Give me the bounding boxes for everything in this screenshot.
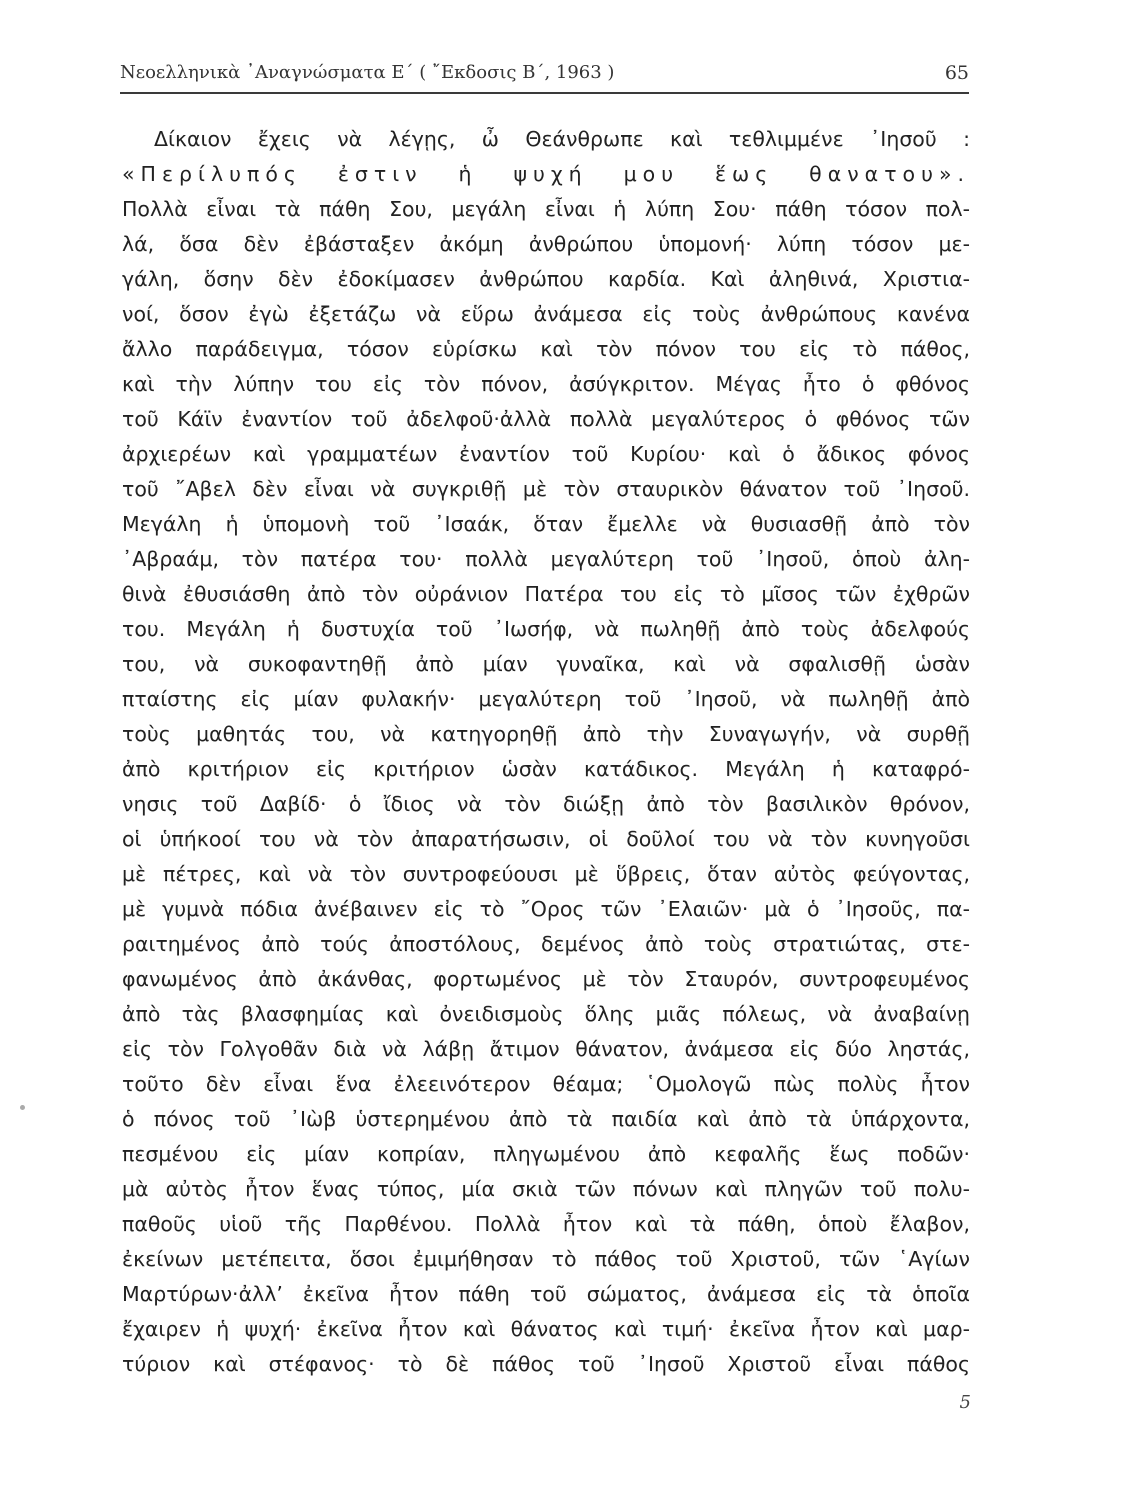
page-number: 65 [944, 62, 969, 84]
text-line: οἱ ὑπήκοοί του νὰ τὸν ἀπαρατήσωσιν, οἱ δοῦλοί του νὰ τὸν κυνηγοῦσι [122, 827, 970, 851]
text-line: μὲ γυμνὰ πόδια ἀνέβαινεν εἰς τὸ ῎Ορος τῶν ᾿Ελαιῶν· μὰ ὁ ᾿Ιησοῦς, πα- [122, 897, 970, 921]
text-line: καὶ τὴν λύπην του εἰς τὸν πόνον, ἀσύγκριτον. Μέγας ἦτο ὁ φθόνος [122, 372, 970, 396]
text-line: γάλη, ὅσην δὲν ἐδοκίμασεν ἀνθρώπου καρδία. Καὶ ἀληθινά, Χριστια- [122, 267, 970, 291]
text-line: τύριον καὶ στέφανος· τὸ δὲ πάθος τοῦ ᾿Ιησοῦ Χριστοῦ εἶναι πάθος [122, 1352, 970, 1376]
text-line: τοῦ Κάϊν ἐναντίον τοῦ ἀδελφοῦ·ἀλλὰ πολλὰ μεγαλύτερος ὁ φθόνος τῶν [122, 407, 970, 431]
text-line: ἀπὸ τὰς βλασφημίας καὶ ὀνειδισμοὺς ὅλης μιᾶς πόλεως, νὰ ἀναβαίνῃ [122, 1002, 970, 1026]
text-line: πεσμένου εἰς μίαν κοπρίαν, πληγωμένου ἀπὸ κεφαλῆς ἕως ποδῶν· [122, 1142, 970, 1166]
running-head-title: Νεοελληνικὰ ᾿Αναγνώσματα Ε΄ ( ῎Εκδοσις Β΄, 1963 ) [120, 62, 615, 83]
text-line: ραιτημένος ἀπὸ τούς ἀποστόλους, δεμένος ἀπὸ τοὺς στρατιώτας, στε- [122, 932, 970, 956]
text-line: μὲ πέτρες, καὶ νὰ τὸν συντροφεύουσι μὲ ὕβρεις, ὅταν αὐτὸς φεύγοντας, [122, 862, 970, 886]
text-line: παθοῦς υἱοῦ τῆς Παρθένου. Πολλὰ ἦτον καὶ τὰ πάθη, ὁποὺ ἔλαβον, [122, 1212, 970, 1236]
text-line: Μεγάλη ἡ ὑπομονὴ τοῦ ᾿Ισαάκ, ὅταν ἔμελλε νὰ θυσιασθῇ ἀπὸ τὸν [122, 512, 970, 536]
text-line: πταίστης εἰς μίαν φυλακήν· μεγαλύτερη τοῦ ᾿Ιησοῦ, νὰ πωληθῇ ἀπὸ [122, 687, 970, 711]
text-line: ὁ πόνος τοῦ ᾿Ιὼβ ὑστερημένου ἀπὸ τὰ παιδία καὶ ἀπὸ τὰ ὑπάρχοντα, [122, 1107, 970, 1131]
text-line: φανωμένος ἀπὸ ἀκάνθας, φορτωμένος μὲ τὸν Σταυρόν, συντροφευμένος [122, 967, 970, 991]
text-line: Πολλὰ εἶναι τὰ πάθη Σου, μεγάλη εἶναι ἡ λύπη Σου· πάθη τόσον πολ- [122, 197, 970, 221]
text-line: ᾿Αβραάμ, τὸν πατέρα του· πολλὰ μεγαλύτερη τοῦ ᾿Ιησοῦ, ὁποὺ ἀλη- [122, 547, 970, 571]
body-text [122, 122, 970, 1382]
text-line: του, νὰ συκοφαντηθῇ ἀπὸ μίαν γυναῖκα, καὶ νὰ σφαλισθῇ ὡσὰν [122, 652, 970, 676]
text-line: τοὺς μαθητάς του, νὰ κατηγορηθῇ ἀπὸ τὴν Συναγωγήν, νὰ συρθῇ [122, 722, 970, 746]
text-line: ἀρχιερέων καὶ γραμματέων ἐναντίον τοῦ Κυρίου· καὶ ὁ ἄδικος φόνος [122, 442, 970, 466]
text-line: Δίκαιον ἔχεις νὰ λέγῃς, ὦ Θεάνθρωπε καὶ τεθλιμμένε ᾿Ιησοῦ : [154, 127, 970, 151]
text-line: εἰς τὸν Γολγοθᾶν διὰ νὰ λάβῃ ἄτιμον θάνατον, ἀνάμεσα εἰς δύο ληστάς, [122, 1037, 970, 1061]
text-line: νοί, ὅσον ἐγὼ ἐξετάζω νὰ εὕρω ἀνάμεσα εἰς τοὺς ἀνθρώπους κανένα [122, 302, 970, 326]
stray-mark [20, 1105, 25, 1110]
running-head [120, 58, 969, 94]
text-line: ἄλλο παράδειγμα, τόσον εὑρίσκω καὶ τὸν πόνον του εἰς τὸ πάθος, [122, 337, 970, 361]
text-line: ἐκείνων μετέπειτα, ὅσοι ἐμιμήθησαν τὸ πάθος τοῦ Χριστοῦ, τῶν ῾Αγίων [122, 1247, 970, 1271]
text-line: νησις τοῦ Δαβίδ· ὁ ἴδιος νὰ τὸν διώξῃ ἀπὸ τὸν βασιλικὸν θρόνον, [122, 792, 970, 816]
text-line: ἔχαιρεν ἡ ψυχή· ἐκεῖνα ἦτον καὶ θάνατος καὶ τιμή· ἐκεῖνα ἦτον καὶ μαρ- [122, 1317, 970, 1341]
text-line: του. Μεγάλη ἡ δυστυχία τοῦ ᾿Ιωσήφ, νὰ πωληθῇ ἀπὸ τοὺς ἀδελφούς [122, 617, 970, 641]
text-line: θινὰ ἐθυσιάσθη ἀπὸ τὸν οὐράνιον Πατέρα του εἰς τὸ μῖσος τῶν ἐχθρῶν [122, 582, 970, 606]
text-line: μὰ αὐτὸς ἦτον ἕνας τύπος, μία σκιὰ τῶν πόνων καὶ πληγῶν τοῦ πολυ- [122, 1177, 970, 1201]
text-line: Μαρτύρων·ἀλλ’ ἐκεῖνα ἦτον πάθη τοῦ σώματος, ἀνάμεσα εἰς τὰ ὁποῖα [122, 1282, 970, 1306]
text-line: «Περίλυπός ἐστιν ἡ ψυχή μου ἕως θανατου». [122, 162, 970, 186]
text-line: τοῦτο δὲν εἶναι ἕνα ἐλεεινότερον θέαμα; ῾Ομολογῶ πὼς πολὺς ἦτον [122, 1072, 970, 1096]
text-line: λά, ὅσα δὲν ἐβάσταξεν ἀκόμη ἀνθρώπου ὑπομονή· λύπη τόσον με- [122, 232, 970, 256]
signature-mark: 5 [959, 1392, 971, 1413]
text-line: ἀπὸ κριτήριον εἰς κριτήριον ὡσὰν κατάδικος. Μεγάλη ἡ καταφρό- [122, 757, 970, 781]
text-line: τοῦ ῎Αβελ δὲν εἶναι νὰ συγκριθῇ μὲ τὸν σταυρικὸν θάνατον τοῦ ᾿Ιησοῦ. [122, 477, 970, 501]
